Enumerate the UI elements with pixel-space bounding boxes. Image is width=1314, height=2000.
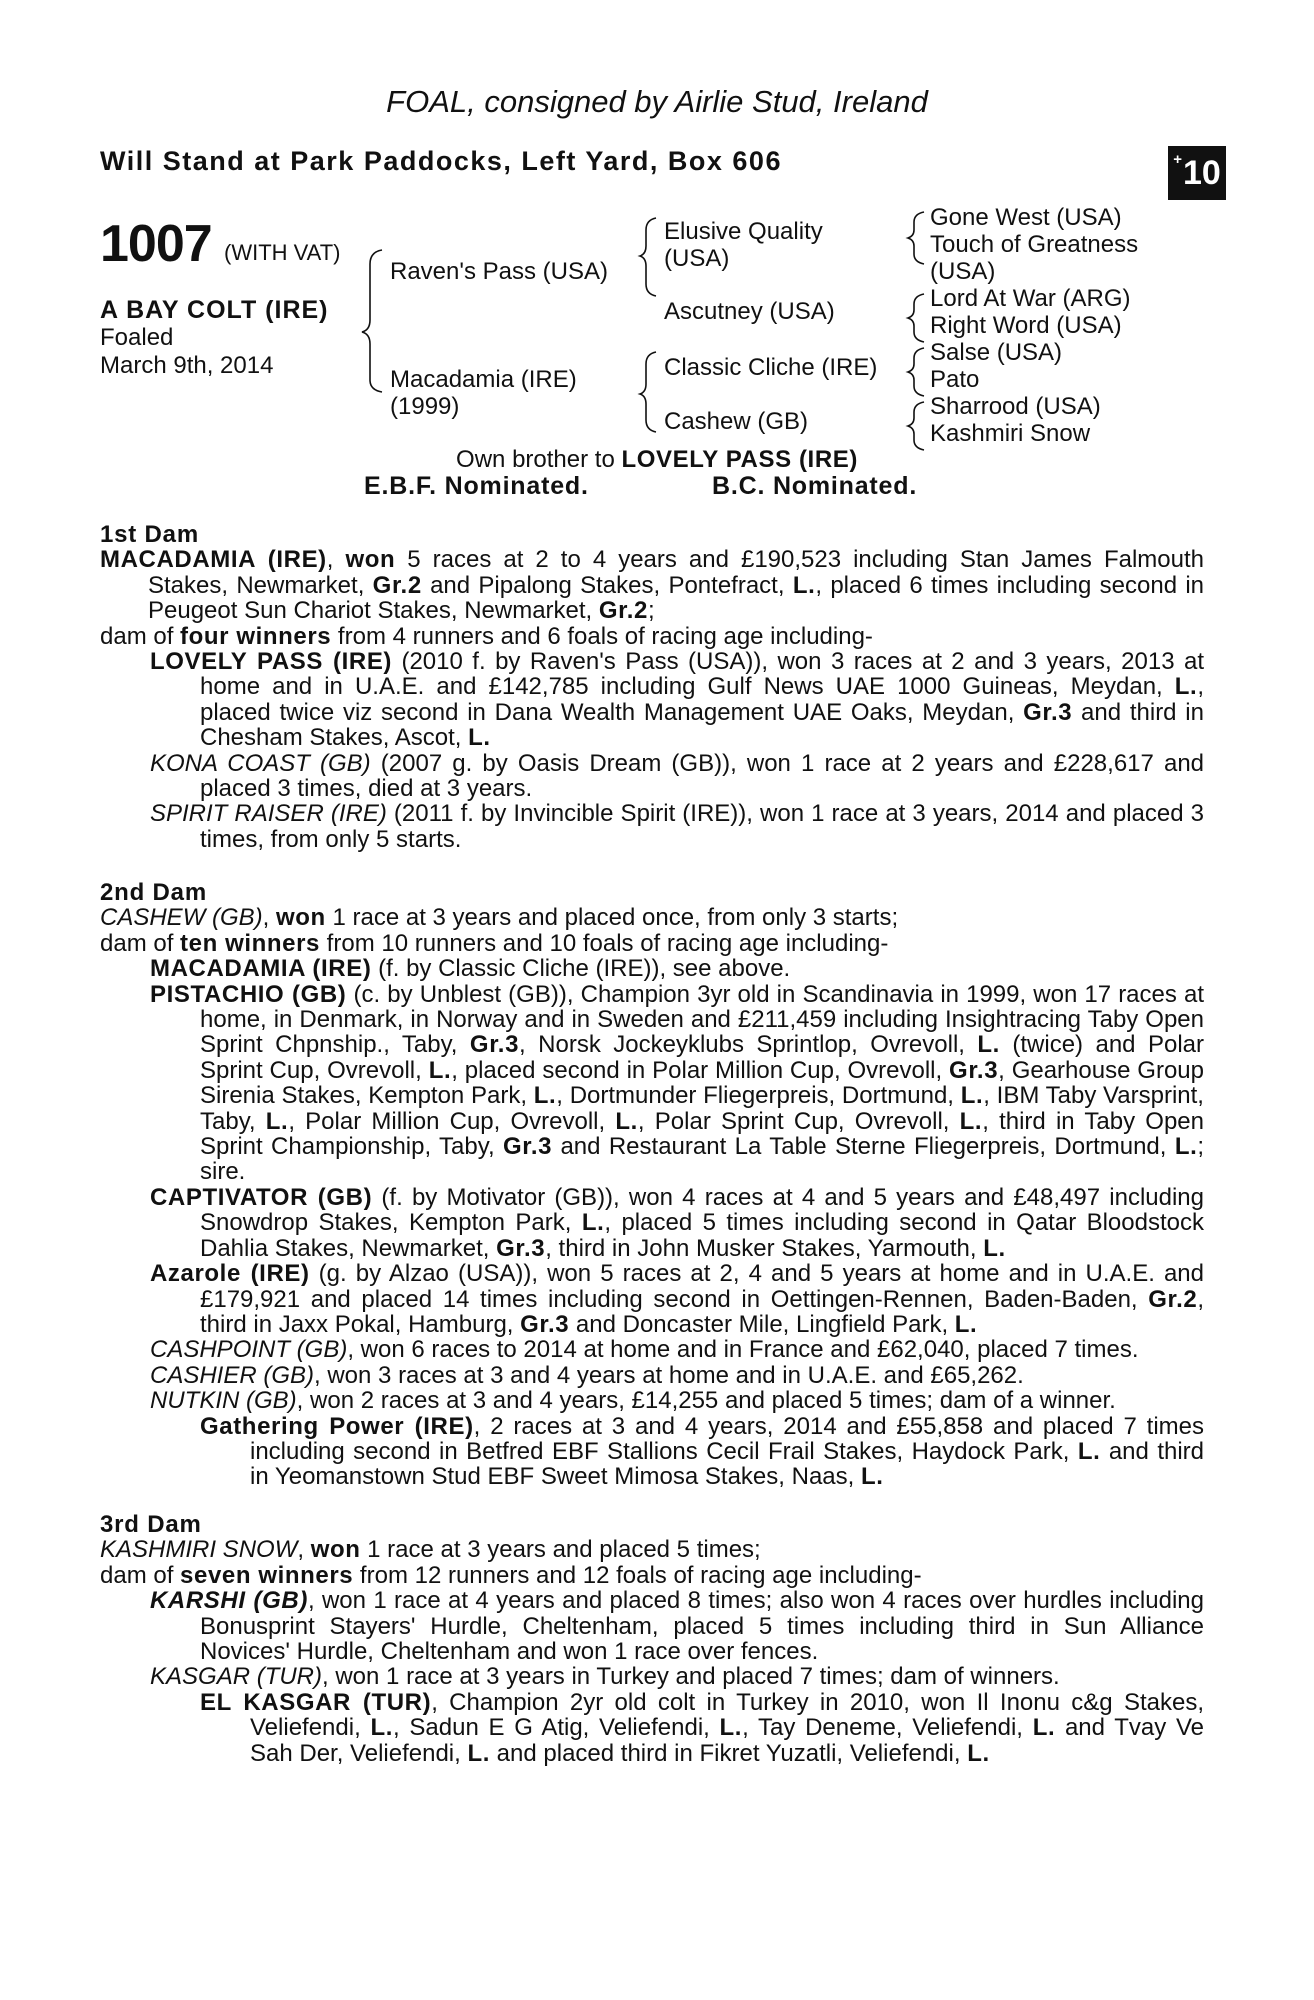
produce-captivator: CAPTIVATOR (GB) (f. by Motivator (GB)), won 4 races at 4 and 5 years and £48,497 including Snowdrop Stakes, Kempton Park, L., placed 5 times including second in Qatar Bloodstock Dahlia Stakes, Newmarket, Gr.3, third in John Musker Stakes, Yarmouth, L. [150, 1183, 1205, 1262]
pedigree-dam [390, 366, 577, 420]
foaled-label: Foaled [100, 324, 174, 351]
ebf-nominated: E.B.F. Nominated. [364, 472, 589, 500]
pedigree-g3: Lord At War (ARG) [930, 285, 1131, 312]
pedigree-sire-sire [664, 218, 823, 272]
pedigree-sire-sire-line1: Elusive Quality [664, 218, 823, 245]
brace-dam [640, 352, 656, 432]
produce-macadamia: MACADAMIA (IRE) (f. by Classic Cliche (IRE)), see above. [150, 955, 791, 983]
brace-g2 [908, 294, 924, 342]
pedigree-g2-line1: Touch of Greatness [930, 231, 1139, 258]
lot-vat: (WITH VAT) [224, 240, 341, 265]
third-dam-title: 3rd Dam [100, 1511, 202, 1538]
badge-number: 10 [1182, 153, 1221, 192]
produce-nutkin: NUTKIN (GB), won 2 races at 3 and 4 years, £14,255 and placed 5 times; dam of a winner. [150, 1387, 1116, 1415]
pedigree-g6: Pato [930, 366, 980, 393]
third-dam-produce-summary: dam of seven winners from 12 runners and 12 foals of racing age including- [100, 1561, 922, 1589]
brace-g1 [908, 212, 924, 264]
first-dam-title: 1st Dam [100, 521, 199, 548]
produce-kasgar: KASGAR (TUR), won 1 race at 3 years in Turkey and placed 7 times; dam of winners. [150, 1663, 1060, 1691]
pedigree-g1: Gone West (USA) [930, 204, 1122, 231]
foaled-date: March 9th, 2014 [100, 352, 274, 379]
pedigree-g2 [930, 231, 1138, 285]
produce-karshi: KARSHI (GB), won 1 race at 4 years and placed 8 times; also won 4 races over hurdles including Bonusprint Stayers' Hurdle, Cheltenham, placed 5 times including third in Sun Alliance Novices' Hurdle, Cheltenham and won 1 race over fences. [150, 1587, 1204, 1666]
own-brother-line [0, 446, 1314, 474]
pedigree-sire-dam: Ascutney (USA) [664, 298, 835, 325]
pedigree-dam-name: Macadamia (IRE) [390, 366, 577, 393]
pedigree-sire: Raven's Pass (USA) [390, 258, 608, 285]
second-dam-record: CASHEW (GB), won 1 race at 3 years and placed once, from only 3 starts; [100, 904, 899, 932]
pedigree-dam-dam: Cashew (GB) [664, 408, 809, 435]
brace-g4 [908, 402, 924, 450]
produce-azarole: Azarole (IRE) (g. by Alzao (USA)), won 5 races at 2, 4 and 5 years at home and in U.A.E. and £179,921 and placed 14 times including second in Oettingen-Rennen, Baden-Baden, Gr.2, third in Jaxx Pokal, Hamburg, Gr.3 and Doncaster Mile, Lingfield Park, L. [150, 1260, 1205, 1338]
pedigree-sire-sire-line2: (USA) [664, 245, 730, 272]
third-dam-section [100, 1512, 1204, 1766]
pedigree-g2-line2: (USA) [930, 258, 996, 285]
produce-spirit-raiser: SPIRIT RAISER (IRE) (2011 f. by Invincible Spirit (IRE)), won 1 race at 3 years, 2014 and placed 3 times, from only 5 starts. [150, 800, 1204, 853]
pedigree-dam-year: (1999) [390, 393, 460, 420]
consignor-heading: FOAL, consigned by Airlie Stud, Ireland [386, 84, 928, 119]
third-dam-record: KASHMIRI SNOW, won 1 race at 3 years and placed 5 times; [100, 1536, 761, 1564]
first-dam-produce-summary: dam of four winners from 4 runners and 6 foals of racing age including- [100, 622, 873, 650]
brace-sire [640, 218, 656, 296]
produce-pistachio: PISTACHIO (GB) (c. by Unblest (GB)), Champion 3yr old in Scandinavia in 1999, won 17 races at home, in Denmark, in Norway and in Sweden and £211,459 including Insightracing Taby Open Sprint Chpnship., Taby, Gr.3, Norsk Jockeyklubs Sprintlop, Ovrevoll, L. (twice) and Polar Sprint Cup, Ovrevoll, L., placed second in Polar Million Cup, Ovrevoll, Gr.3, Gearhouse Group Sirenia Stakes, Kempton Park, L., Dortmunder Fliegerpreis, Dortmund, L., IBM Taby Varsprint, Taby, L., Polar Million Cup, Ovrevoll, L., Polar Sprint Cup, Ovrevoll, L., third in Taby Open Sprint Championship, Taby, Gr.3 and Restaurant La Table Sterne Fliegerpreis, Dortmund, L.; sire. [150, 980, 1205, 1186]
second-dam-title: 2nd Dam [100, 879, 207, 906]
second-dam-produce-summary: dam of ten winners from 10 runners and 10 foals of racing age including- [100, 929, 889, 957]
produce-el-kasgar: EL KASGAR (TUR), Champion 2yr old colt in Turkey in 2010, won Il Inonu c&g Stakes, Veliefendi, L., Sadun E G Atig, Veliefendi, L., Tay Deneme, Veliefendi, L. and Tvay Ve Sah Der, Veliefendi, L. and placed third in Fikret Yuzatli, Veliefendi, L. [200, 1688, 1205, 1767]
brace-sire-dam [362, 250, 382, 392]
produce-gathering-power: Gathering Power (IRE), 2 races at 3 and 4 years, 2014 and £55,858 and placed 7 times including second in Betfred EBF Stallions Cecil Frail Stakes, Haydock Park, L. and third in Yeomanstown Stud EBF Sweet Mimosa Stakes, Naas, L. [200, 1412, 1205, 1491]
stand-location: Will Stand at Park Paddocks, Left Yard, Box 606 [100, 146, 782, 176]
pedigree-dam-sire: Classic Cliche (IRE) [664, 354, 878, 381]
first-dam-section [100, 522, 1204, 852]
produce-kona-coast: KONA COAST (GB) (2007 g. by Oasis Dream (GB)), won 1 race at 2 years and £228,617 and placed 3 times, died at 3 years. [150, 749, 1205, 803]
produce-cashpoint: CASHPOINT (GB), won 6 races to 2014 at home and in France and £62,040, placed 7 times. [150, 1336, 1139, 1364]
second-dam-section [100, 880, 1204, 1490]
lot-number: 1007 [100, 215, 212, 273]
badge-prefix: + [1173, 150, 1182, 168]
pedigree-g7: Sharrood (USA) [930, 393, 1101, 420]
own-brother-prefix: Own brother to [456, 446, 615, 473]
lot-description: A BAY COLT (IRE) [100, 296, 329, 324]
own-brother-name: LOVELY PASS (IRE) [621, 446, 858, 473]
produce-cashier: CASHIER (GB), won 3 races at 3 and 4 years at home and in U.A.E. and £65,262. [150, 1361, 1024, 1389]
produce-lovely-pass: LOVELY PASS (IRE) (2010 f. by Raven's Pass (USA)), won 3 races at 2 and 3 years, 2013 at home and in U.A.E. and £142,785 including Gulf News UAE 1000 Guineas, Meydan, L., placed twice viz second in Dana Wealth Management UAE Oaks, Meydan, Gr.3 and third in Chesham Stakes, Ascot, L. [150, 648, 1205, 752]
bc-nominated: B.C. Nominated. [712, 472, 918, 500]
brace-g3 [908, 348, 924, 396]
pedigree-g4: Right Word (USA) [930, 312, 1122, 339]
first-dam-name: MACADAMIA (IRE) [100, 546, 327, 574]
pedigree-g8: Kashmiri Snow [930, 420, 1091, 447]
first-dam-record: MACADAMIA (IRE), won 5 races at 2 to 4 years and £190,523 including Stan James Falmouth Stakes, Newmarket, Gr.2 and Pipalong Stakes, Pontefract, L., placed 6 times including second in Peugeot Sun Chariot Stakes, Newmarket, Gr.2; [100, 546, 1205, 625]
pedigree-g5: Salse (USA) [930, 339, 1063, 366]
